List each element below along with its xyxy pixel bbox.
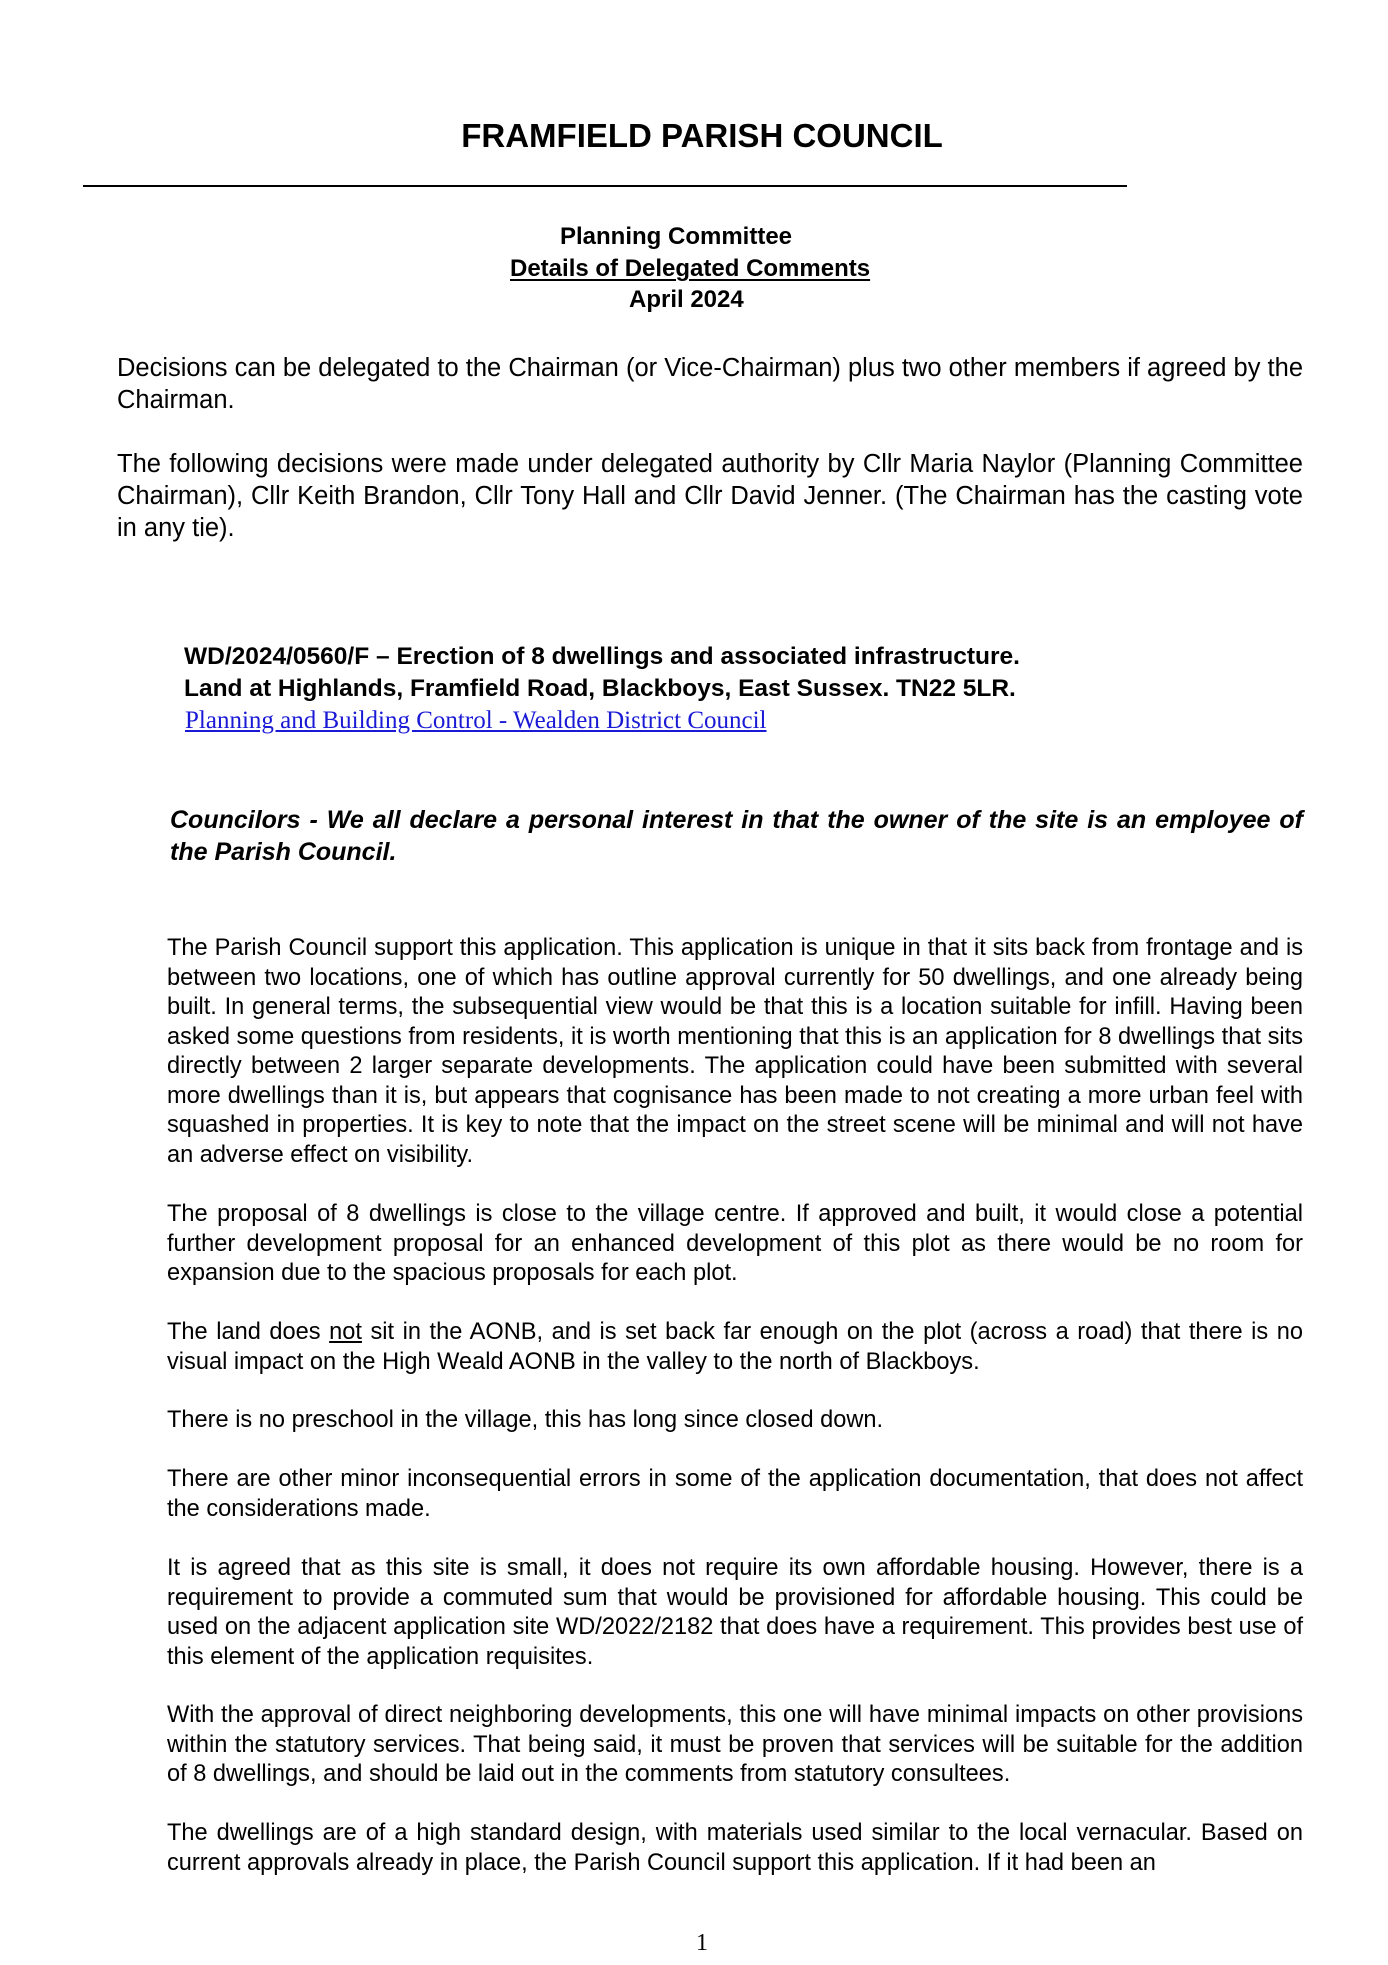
comment-paragraph: With the approval of direct neighboring developments, this one will have minimal impacts on other provisions within the statutory services. That being said, it must be proven that services will be suitable for the addition of 8 dwellings, and should be laid out in the comments from statutory consultees. [167, 1702, 1303, 1787]
emphasis-underlined: not [329, 1319, 362, 1345]
comment-paragraph: There is no preschool in the village, this has long since closed down. [167, 1407, 884, 1433]
intro-paragraph-decision-makers: The following decisions were made under delegated authority by Cllr Maria Naylor (Planning Committee Chairman), Cllr Keith Brandon, Cllr Tony Hall and Cllr David Jenner. (The Chairman has the casting vote in any tie). [117, 450, 1303, 542]
declaration-of-interest: Councilors - We all declare a personal interest in that the owner of the site is an employee of the Parish Council. [170, 806, 1303, 866]
comment-text: The land does [167, 1319, 330, 1345]
document-subtitle: Details of Delegated Comments [510, 255, 871, 282]
planning-portal-link[interactable]: Planning and Building Control - Wealden District Council [185, 707, 767, 734]
application-reference-title: WD/2024/0560/F – Erection of 8 dwellings and associated infrastructure. [184, 643, 1020, 670]
comment-paragraph: The proposal of 8 dwellings is close to the village centre. If approved and built, it would close a potential further development proposal for an enhanced development of this plot as there would be no room for expansion due to the spacious proposals for each plot. [167, 1201, 1303, 1286]
document-title [0, 116, 1388, 156]
comment-paragraph: It is agreed that as this site is small, it does not require its own affordable housing. However, there is a requirement to provide a commuted sum that would be provisioned for affordable housing. This could be used on the adjacent application site WD/2022/2182 that does have a requirement. This provides best use of this element of the application requisites. [167, 1555, 1303, 1670]
page-number-text: 1 [696, 1930, 708, 1956]
comment-text: sit in the AONB, and is set back far enough on the plot (across a road) that there is no visual impact on the High Weald AONB in the valley to the north of Blackboys. [167, 1319, 1304, 1375]
intro-paragraph-delegation: Decisions can be delegated to the Chairman (or Vice-Chairman) plus two other members if agreed by the Chairman. [117, 354, 1303, 414]
document-date: April 2024 [629, 286, 744, 313]
header-divider [83, 185, 1127, 187]
comment-paragraph: The dwellings are of a high standard design, with materials used similar to the local vernacular. Based on current approvals already in place, the Parish Council support this application. If it had been an [167, 1820, 1303, 1876]
application-address: Land at Highlands, Framfield Road, Blackboys, East Sussex. TN22 5LR. [184, 675, 1016, 702]
page-number [0, 1929, 1388, 1957]
comment-paragraph: The Parish Council support this application. This application is unique in that it sits back from frontage and is between two locations, one of which has outline approval currently for 50 dwellings, and one already being built. In general terms, the subsequential view would be that this is a location suitable for infill. Having been asked some questions from residents, it is worth mentioning that this is an application for 8 dwellings that sits directly between 2 larger separate developments. The application could have been submitted with several more dwellings than it is, but appears that cognisance has been made to not creating a more urban feel with squashed in properties. It is key to note that the impact on the street scene will be minimal and will not have an adverse effect on visibility. [167, 935, 1303, 1168]
comment-paragraph: There are other minor inconsequential errors in some of the application documentation, that does not affect the considerations made. [167, 1466, 1303, 1522]
committee-name: Planning Committee [560, 223, 793, 250]
document-title-text: FRAMFIELD PARISH COUNCIL [461, 117, 943, 154]
comment-paragraph-aonb [167, 1318, 1303, 1377]
